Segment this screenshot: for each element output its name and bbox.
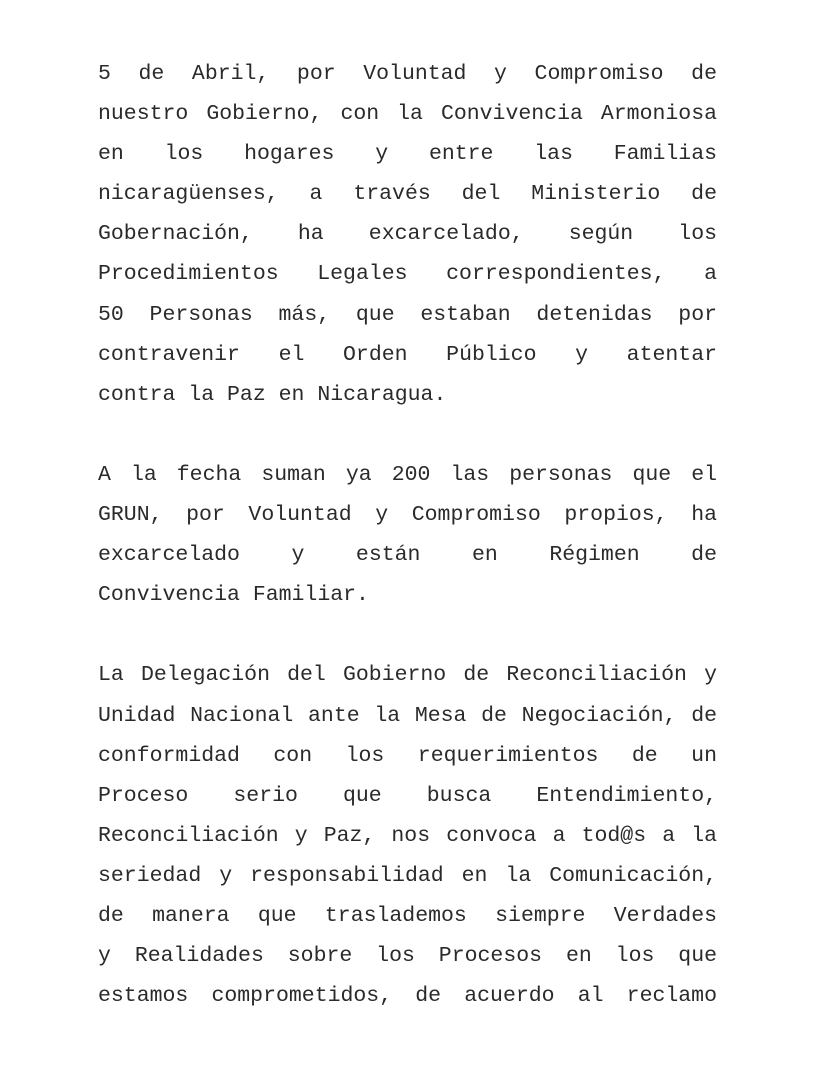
text-line: seriedad y responsabilidad en la Comunicación, [98, 863, 717, 888]
text-line: contra la Paz en Nicaragua. [98, 382, 447, 407]
text-line: Reconciliación y Paz, nos convoca a tod@s a la [98, 823, 717, 848]
paragraph-delegacion [98, 655, 717, 1016]
text-line: nicaragüenses, a través del Ministerio de [98, 182, 717, 207]
text-line: Procedimientos Legales correspondientes, a [98, 262, 717, 287]
text-line: La Delegación del Gobierno de Reconciliación y [98, 663, 717, 688]
text-line: nuestro Gobierno, con la Convivencia Armoniosa [98, 102, 717, 127]
text-line: excarcelado y están en Régimen de [98, 543, 717, 568]
text-line: GRUN, por Voluntad y Compromiso propios, ha [98, 503, 717, 528]
text-line: Proceso serio que busca Entendimiento, [98, 783, 717, 808]
text-line: de manera que traslademos siempre Verdades [98, 903, 717, 928]
text-line: 5 de Abril, por Voluntad y Compromiso de [98, 62, 717, 86]
text-line: contravenir el Orden Público y atentar [98, 342, 717, 367]
paragraph-total-personas [98, 455, 717, 615]
text-line: A la fecha suman ya 200 las personas que el [98, 462, 717, 487]
text-line: Gobernación, ha excarcelado, según los [98, 222, 717, 247]
text-line: 50 Personas más, que estaban detenidas por [98, 302, 717, 327]
paragraph-excarcelacion [98, 54, 717, 415]
document-body [98, 54, 717, 1056]
text-line: Convivencia Familiar. [98, 583, 369, 608]
text-line: conformidad con los requerimientos de un [98, 743, 717, 768]
text-line: en los hogares y entre las Familias [98, 142, 717, 167]
text-line: Unidad Nacional ante la Mesa de Negociación, de [98, 703, 717, 728]
text-line: y Realidades sobre los Procesos en los que [98, 944, 717, 969]
text-line: estamos comprometidos, de acuerdo al reclamo [98, 984, 717, 1009]
